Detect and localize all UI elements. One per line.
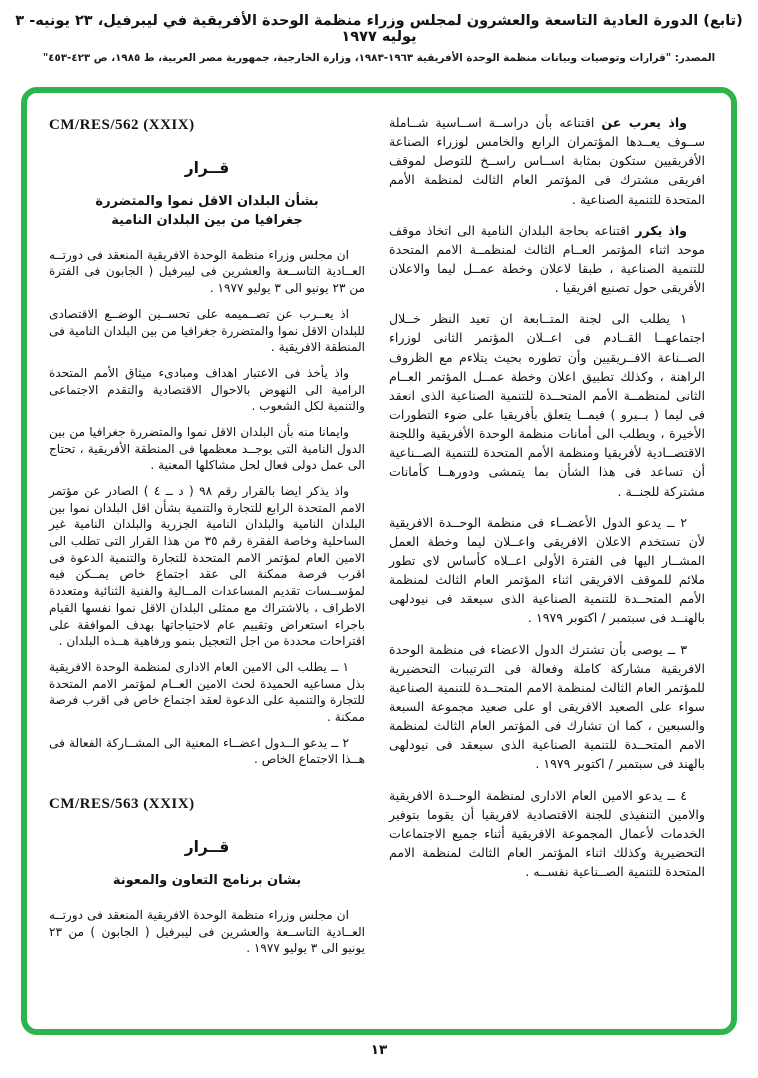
paragraph: واذ يأخذ فى الاعتبار اهداف ومبادىء ميثاق الأمم المتحدة الرامية الى النهوض بالاحوال الاقتصادية والتقدم الاجتماعى والتنمية لكل الشعوب . — [49, 365, 365, 414]
operative-item-1: ١ يطلب الى لجنة المتــابعة ان تعيد النظر خــلال اجتماعهــا القــادم فى اعــلان المؤتمر الثانى لوزراء الصــناعة الافــريقيين وأن تطوره بحيث يتلاءم مع الظروف الراهنة ، وكذلك تطبيق اعلان وخطة عمــل المؤتمر العــام الثانى لمنظمــة الأمم المتحــدة للتنمية الصناعية الذى انعقد فى ليما ( بــيرو ) فيمــا يتعلق بأفريقيا على ضوء التطورات الأخيرة ، ويطلب الى أمانات منظمة الوحدة الأفريقية واللجنة الاقتصــادية لأفريقيا ومنظمة الأمم المتحدة للتنمية الصــناعية أن تساعد فى هذا الشأن بما يتمشى ودورهــا كأمانات مشتركة للجنــة . — [389, 311, 705, 499]
column-left — [49, 109, 365, 1019]
paragraph-preamble-1 — [389, 113, 705, 209]
resolution-subtitle: بشان برنامج التعاون والمعونة — [112, 873, 302, 889]
preamble-lead: واذ يعرب عن — [601, 115, 688, 130]
resolution-number-562: CM/RES/562 (XXIX) — [49, 117, 195, 133]
operative-item-1: ١ ــ يطلب الى الامين العام الادارى لمنظمة الوحدة الافريقية بذل مساعيه الحميدة لحث الامين العــام لمؤتمر الامم المتحدة للتجارة والتنمية على الدعوة لعقد اجتماع خاص فى اقرب فرصة ممكنة . — [49, 659, 365, 724]
resolution-subtitle: بشأن البلدان الاقل نموا والمتضررة جغرافيا من بين البلدان النامية — [95, 194, 319, 228]
page-number: ١٣ — [370, 1042, 388, 1058]
resolution-title: قــرار — [184, 158, 230, 177]
source-citation: المصدر: "قرارات وتوصيات وبيانات منظمة الوحدة الأفريقية ١٩٦٣-١٩٨٣، وزارة الخارجية، جمهورية مصر العربية، ط ١٩٨٥، ص ٤٢٣-٤٥٣" — [42, 52, 716, 64]
session-title: (تابع) الدورة العادية التاسعة والعشرون لمجلس وزراء منظمة الوحدة الأفريقية في ليبرفيل، ٢٣ يونيه- ٣ يوليه ١٩٧٧ — [15, 13, 743, 45]
preamble-text: اقتناعه بأن دراســة اســاسية شــاملة ســوف يعــدها المؤتمران الرابع والخامس لوزراء الصناعة الأفريقيين ستكون بمثابة اســاس راســخ للتوصل لموقف افريقى مشترك فى المؤتمر العام الثالث لمنظمة الأمم المتحدة للتنمية الصناعية . — [389, 115, 705, 207]
operative-item-2: ٢ ــ يدعو الدول الأعضــاء فى منظمة الوحــدة الافريقية لأن تستخدم الاعلان الافريقى واعــلان ليما وخطة العمل المشــار اليها فى الفترة الأولى اعــلاه كأساس لاى تطور ملائم للموقف الافريقى اثناء المؤتمر العام الثالث لمنظمة الأمم المتحــدة للتنمية الصناعية الذى سيعقد فى نيودلهى بالهنــد فى سبتمبر / اكتوبر ١٩٧٩ . — [389, 514, 705, 626]
operative-item-4: ٤ ــ يدعو الامين العام الادارى لمنظمة الوحــدة الافريقية والامين التنفيذى للجنة الاقتصادية لافريقيا أن يقوما بتوفير الخدمات لأعمال المجموعة الافريقية أثناء جميع الاجتماعات التحضيرية وكذلك اثناء المؤتمر العام الثالث لمنظمة الامم المتحدة للتنمية الصــناعية نفســه . — [389, 787, 705, 880]
resolution-title: قــرار — [184, 837, 230, 856]
preamble-lead: واذ يكرر — [635, 222, 687, 238]
operative-item-3: ٣ ــ يوصى بأن تشترك الدول الاعضاء فى منظمة الوحدة الافريقية مشاركة كاملة وفعالة فى الترتيبات التحضيرية للمؤتمر العام الثالث لمنظمة الامم المتحــدة للتنمية الصناعية سواء على الصعيد الافريقى او على صعيد مجموعة السبعة والسبعين ، كما ان تشارك فى المؤتمر العام الثالث لمنظمة الامم المتحــدة للتنمية الصناعية الذى سيعقد فى نيودلهى بالهند فى سبتمبر / اكتوبر ١٩٧٩ . — [389, 641, 705, 772]
paragraph: اذ يعــرب عن تصــميمه على تحســين الوضــع الاقتصادى للبلدان الاقل نموا والمتضررة جغرافيا من بين البلدان النامية فى المنطقة الافريقية . — [49, 306, 365, 355]
operative-item-2: ٢ ــ يدعو الــدول اعضــاء المعنية الى المشــاركة الفعالة فى هــذا الاجتماع الخاص . — [49, 735, 365, 767]
preamble-text: اقتناعه بحاجة البلدان النامية الى اتخاذ موقف موحد اثناء المؤتمر العــام الثالث لمنظمــة الامم المتحدة للتنمية الصناعية ، طبقا لاعلان وخطة عمــل ليما والاعلان الأفريقى حول تصنيع افريقيا . — [389, 222, 705, 296]
paragraph-preamble-2 — [389, 221, 705, 298]
paragraph: وايمانا منه بأن البلدان الاقل نموا والمتضررة جغرافيا من بين الدول النامية التى يوجــد معظمها فى المنطقة الأفريقية ، تحتاج الى عمل دولى فعال لحل مشاكلها المعنية . — [49, 424, 365, 473]
column-right — [389, 109, 705, 1019]
resolution-number-563: CM/RES/563 (XXIX) — [49, 796, 195, 812]
paragraph: ان مجلس وزراء منظمة الوحدة الافريقية المنعقد فى دورتــه العــادية التاســعة والعشرين فى ليبرفيل ( الجابون فى الفترة من ٢٣ يونيو الى ٣ يوليو ١٩٧٧ . — [49, 247, 365, 296]
paragraph: واذ يذكر ايضا بالقرار رقم ٩٨ ( د ــ ٤ ) الصادر عن مؤتمر الامم المتحدة الرابع للتجارة والتنمية بشأن اقل البلدان نموا بين البلدان النامية والبلدان النامية الجزرية والبلدان النامية غير الساحلية وخاصة الفقرة رقم ٣٥ من هذا القرار التى تطلب الى الامين العام لمؤتمر الامم المتحدة للتجارة والتنمية الدعوة فى اقرب فرصة ممكنة الى عقد اجتماع خاص يمــكن فيه لمؤســسات تقديم المساعدات المــالية والفنية الثنائية ومتعددة الاطراف ، بالاشتراك مع ممثلى البلدان الاقل نموا نفسها القيام باجراء استعراض وتقييم عام لاحتياجاتها بهدف الموافقة على اقتراحات محددة من اجل التعجيل بنمو ورفاهية هــذه البلدان . — [49, 484, 365, 649]
paragraph: ان مجلس وزراء منظمة الوحدة الافريقية المنعقد فى دورتــه العــادية التاســعة والعشرين فى ليبرفيل ( الجابون ) من ٢٣ يونيو الى ٣ يوليو ١٩٧٧ . — [49, 907, 365, 956]
page-header — [0, 0, 758, 64]
green-border-frame — [21, 87, 737, 1035]
